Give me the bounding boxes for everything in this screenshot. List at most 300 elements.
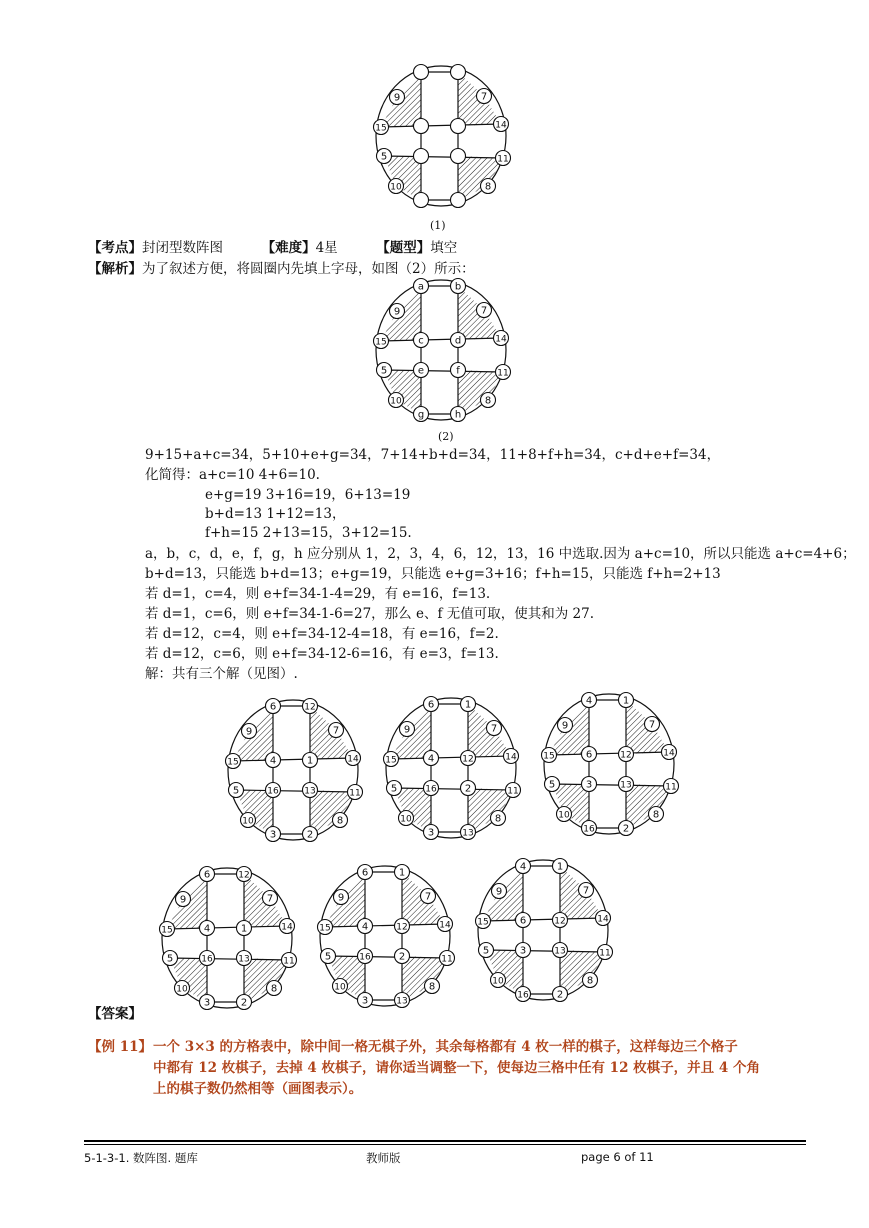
outer-number-circle (346, 751, 361, 766)
svg-text:3: 3 (427, 827, 435, 839)
svg-text:11: 11 (441, 954, 453, 965)
svg-text:1: 1 (556, 861, 564, 873)
figure-2 (364, 274, 509, 428)
outer-number-circle (390, 304, 405, 319)
svg-text:9: 9 (245, 726, 253, 738)
svg-text:5: 5 (380, 365, 388, 377)
outer-number-circle (175, 981, 190, 996)
inner-number-circle (461, 751, 476, 766)
svg-text:h: h (454, 409, 462, 421)
outer-number-circle (487, 721, 502, 736)
inner-number-circle (266, 753, 281, 768)
inner-number-circle (266, 783, 281, 798)
inner-number-circle (414, 65, 429, 80)
svg-text:5: 5 (390, 783, 398, 795)
inner-number-circle (619, 777, 634, 792)
footer-left: 5-1-3-1. 数阵图. 题库 (84, 1151, 198, 1165)
inner-number-circle (451, 65, 466, 80)
svg-text:b: b (454, 281, 462, 293)
svg-text:1: 1 (398, 867, 406, 879)
footer-right: page 6 of 11 (581, 1150, 654, 1164)
svg-text:c: c (418, 335, 424, 347)
inner-number-circle (200, 867, 215, 882)
outer-number-circle (282, 953, 297, 968)
svg-text:8: 8 (484, 395, 492, 407)
svg-text:8: 8 (336, 815, 344, 827)
outer-number-circle (280, 919, 295, 934)
outer-number-circle (229, 783, 244, 798)
svg-text:5: 5 (166, 953, 174, 965)
example-line-2: 中都有 12 枚棋子，去掉 4 枚棋子，请你适当调整一下，使每边三格中任有 12 枚棋子，并且 4 个角 (153, 1060, 760, 1076)
inner-number-circle (414, 407, 429, 422)
svg-text:3: 3 (585, 779, 593, 791)
svg-text:11: 11 (497, 368, 509, 379)
outer-number-circle (545, 777, 560, 792)
example-line-1: 一个 3×3 的方格表中，除中间一格无棋子外，其余每格都有 4 枚一样的棋子，这样每边三个格子 (153, 1039, 738, 1055)
inner-number-circle (424, 751, 439, 766)
outer-number-circle (384, 752, 399, 767)
inner-number-circle (237, 867, 252, 882)
svg-text:4: 4 (519, 861, 527, 873)
svg-text:a: a (417, 281, 425, 293)
hatched-region (458, 156, 503, 200)
svg-text:9: 9 (561, 720, 569, 732)
nandu-value: 4星 (315, 240, 338, 256)
outer-number-circle (333, 979, 348, 994)
outer-number-circle (263, 891, 278, 906)
svg-text:f: f (456, 365, 460, 377)
inner-number-circle (619, 693, 634, 708)
svg-text:8: 8 (270, 983, 278, 995)
solution-figure-1 (216, 694, 361, 848)
inner-number-circle (451, 193, 466, 208)
svg-text:2: 2 (464, 783, 472, 795)
outer-number-circle (374, 120, 389, 135)
inner-number-circle (424, 781, 439, 796)
oval-diagram-svg (364, 60, 509, 210)
svg-text:7: 7 (332, 725, 340, 737)
svg-text:2: 2 (556, 989, 564, 1001)
outer-number-circle (389, 179, 404, 194)
analysis-line-6: a，b，c，d，e，f，g，h 应分别从 1，2，3，4，6，12，13，16 中选取.因为 a+c=10，所以只能选 a+c=4+6； (145, 546, 856, 562)
svg-text:7: 7 (480, 91, 488, 103)
outer-number-circle (506, 783, 521, 798)
outer-number-circle (348, 785, 363, 800)
svg-text:8: 8 (428, 981, 436, 993)
inner-number-circle (266, 827, 281, 842)
outer-number-circle (583, 973, 598, 988)
outer-number-circle (421, 889, 436, 904)
outer-number-circle (163, 951, 178, 966)
svg-text:16: 16 (425, 784, 437, 795)
inner-number-circle (358, 949, 373, 964)
outer-number-circle (176, 892, 191, 907)
inner-number-circle (266, 699, 281, 714)
inner-number-circle (358, 993, 373, 1008)
outer-number-circle (664, 779, 679, 794)
outer-number-circle (377, 149, 392, 164)
inner-number-circle (395, 949, 410, 964)
inner-number-circle (414, 333, 429, 348)
inner-number-circle (582, 777, 597, 792)
svg-text:15: 15 (477, 917, 489, 928)
svg-text:5: 5 (324, 951, 332, 963)
svg-text:10: 10 (242, 816, 254, 827)
analysis-line-8: 若 d=1，c=4，则 e+f=34-1-4=29，有 e=16，f=13. (145, 586, 491, 602)
solution-figure-3 (532, 688, 677, 842)
inner-number-circle (200, 951, 215, 966)
svg-text:10: 10 (176, 984, 188, 995)
outer-number-circle (491, 811, 506, 826)
svg-text:6: 6 (269, 701, 277, 713)
footer-rule-thin (84, 1144, 806, 1145)
svg-text:8: 8 (484, 181, 492, 193)
inner-number-circle (553, 943, 568, 958)
outer-number-circle (481, 393, 496, 408)
outer-number-circle (492, 884, 507, 899)
outer-number-circle (242, 724, 257, 739)
outer-number-circle (494, 331, 509, 346)
inner-number-circle (414, 193, 429, 208)
outer-number-circle (557, 807, 572, 822)
analysis-line-12: 解：共有三个解（见图）. (145, 666, 298, 682)
outer-number-circle (481, 179, 496, 194)
svg-text:7: 7 (648, 719, 656, 731)
svg-text:15: 15 (227, 757, 239, 768)
inner-number-circle (303, 827, 318, 842)
analysis-line-9: 若 d=1，c=6，则 e+f=34-1-6=27，那么 e、f 无值可取，使其和为 27. (145, 606, 594, 622)
svg-text:13: 13 (304, 786, 316, 797)
outer-number-circle (374, 334, 389, 349)
inner-number-circle (414, 279, 429, 294)
svg-text:16: 16 (201, 954, 213, 965)
svg-text:4: 4 (585, 695, 593, 707)
inner-number-circle (553, 913, 568, 928)
analysis-line-3: e+g=19 3+16=19，6+13=19 (205, 487, 411, 503)
svg-text:6: 6 (203, 869, 211, 881)
svg-text:3: 3 (361, 995, 369, 1007)
analysis-line-11: 若 d=12，c=6，则 e+f=34-12-6=16，有 e=3，f=13. (145, 646, 499, 662)
svg-text:15: 15 (319, 923, 331, 934)
hatched-region (244, 958, 289, 1002)
svg-text:10: 10 (558, 810, 570, 821)
svg-text:12: 12 (620, 750, 632, 761)
inner-number-circle (303, 699, 318, 714)
analysis-intro: 为了叙述方便，将圆圈内先填上字母，如图（2）所示： (142, 261, 475, 277)
inner-number-circle (451, 279, 466, 294)
analysis-line-4: b+d=13 1+12=13， (205, 506, 346, 522)
outer-number-circle (241, 813, 256, 828)
inner-number-circle (395, 993, 410, 1008)
svg-text:12: 12 (238, 870, 250, 881)
outer-number-circle (477, 89, 492, 104)
tixing-label: 【题型】 (376, 240, 431, 256)
svg-text:1: 1 (622, 695, 630, 707)
svg-text:16: 16 (517, 990, 529, 1001)
outer-number-circle (329, 723, 344, 738)
nandu-label: 【难度】 (261, 240, 316, 256)
example-line-3: 上的棋子数仍然相等（画图表示）。 (153, 1081, 363, 1097)
svg-text:e: e (417, 365, 425, 377)
svg-text:9: 9 (393, 92, 401, 104)
footer-center: 教师版 (366, 1151, 401, 1165)
solution-figure-6 (466, 854, 611, 1008)
inner-number-circle (582, 821, 597, 836)
svg-text:2: 2 (398, 951, 406, 963)
svg-text:6: 6 (585, 749, 593, 761)
svg-text:14: 14 (597, 914, 609, 925)
svg-text:1: 1 (240, 923, 248, 935)
solution-figure-2 (374, 692, 519, 846)
outer-number-circle (333, 813, 348, 828)
svg-text:13: 13 (396, 996, 408, 1007)
svg-text:2: 2 (622, 823, 630, 835)
inner-number-circle (619, 747, 634, 762)
svg-text:3: 3 (203, 997, 211, 1009)
svg-text:12: 12 (462, 754, 474, 765)
svg-text:10: 10 (390, 396, 402, 407)
svg-text:8: 8 (494, 813, 502, 825)
inner-number-circle (451, 407, 466, 422)
outer-number-circle (389, 393, 404, 408)
svg-text:8: 8 (652, 809, 660, 821)
svg-text:12: 12 (304, 702, 316, 713)
inner-number-circle (424, 697, 439, 712)
svg-text:2: 2 (240, 997, 248, 1009)
outer-number-circle (334, 890, 349, 905)
outer-number-circle (477, 303, 492, 318)
hatched-region (458, 370, 503, 414)
oval-diagram-svg (532, 688, 677, 838)
outer-number-circle (558, 718, 573, 733)
svg-text:5: 5 (548, 779, 556, 791)
svg-text:16: 16 (359, 952, 371, 963)
outer-number-circle (542, 748, 557, 763)
svg-text:10: 10 (334, 982, 346, 993)
analysis-line-5: f+h=15 2+13=15，3+12=15. (205, 525, 412, 541)
svg-text:14: 14 (281, 922, 293, 933)
svg-text:11: 11 (507, 786, 519, 797)
svg-text:3: 3 (269, 829, 277, 841)
svg-text:5: 5 (380, 151, 388, 163)
inner-number-circle (414, 149, 429, 164)
svg-text:10: 10 (390, 182, 402, 193)
outer-number-circle (476, 914, 491, 929)
figure-1 (364, 60, 509, 214)
hatched-region (626, 784, 671, 828)
svg-text:13: 13 (238, 954, 250, 965)
analysis-line-2: 化简得：a+c=10 4+6=10. (145, 467, 320, 483)
svg-text:15: 15 (375, 337, 387, 348)
outer-number-circle (267, 981, 282, 996)
outer-number-circle (377, 363, 392, 378)
inner-number-circle (358, 865, 373, 880)
kaodian-value: 封闭型数阵图 (142, 240, 223, 256)
svg-text:14: 14 (495, 334, 507, 345)
outer-number-circle (662, 745, 677, 760)
oval-diagram-svg (150, 862, 295, 1012)
svg-text:16: 16 (583, 824, 595, 835)
outer-number-circle (649, 807, 664, 822)
outer-number-circle (321, 949, 336, 964)
inner-number-circle (553, 859, 568, 874)
kaodian-label: 【考点】 (88, 240, 142, 256)
outer-number-circle (596, 911, 611, 926)
svg-text:15: 15 (375, 123, 387, 134)
oval-diagram-svg (364, 274, 509, 424)
inner-number-circle (461, 697, 476, 712)
svg-text:1: 1 (464, 699, 472, 711)
inner-number-circle (619, 821, 634, 836)
inner-number-circle (395, 865, 410, 880)
outer-number-circle (387, 781, 402, 796)
hatched-region (560, 950, 605, 994)
outer-number-circle (598, 945, 613, 960)
svg-text:8: 8 (586, 975, 594, 987)
outer-number-circle (160, 922, 175, 937)
svg-text:9: 9 (393, 306, 401, 318)
svg-text:11: 11 (599, 948, 611, 959)
analysis-label: 【解析】 (88, 261, 142, 277)
inner-number-circle (395, 919, 410, 934)
svg-text:15: 15 (161, 925, 173, 936)
svg-text:13: 13 (620, 780, 632, 791)
inner-number-circle (414, 363, 429, 378)
outer-number-circle (400, 722, 415, 737)
inner-number-circle (424, 825, 439, 840)
svg-text:7: 7 (266, 893, 274, 905)
svg-text:14: 14 (495, 120, 507, 131)
inner-number-circle (516, 943, 531, 958)
outer-number-circle (399, 811, 414, 826)
svg-text:10: 10 (400, 814, 412, 825)
inner-number-circle (461, 781, 476, 796)
inner-number-circle (451, 149, 466, 164)
svg-text:12: 12 (396, 922, 408, 933)
svg-text:1: 1 (306, 755, 314, 767)
outer-number-circle (496, 365, 511, 380)
svg-text:11: 11 (665, 782, 677, 793)
inner-number-circle (451, 333, 466, 348)
inner-number-circle (516, 913, 531, 928)
outer-number-circle (479, 943, 494, 958)
inner-number-circle (200, 921, 215, 936)
footer-rule-thick (84, 1140, 806, 1142)
svg-text:14: 14 (439, 920, 451, 931)
svg-text:11: 11 (349, 788, 361, 799)
inner-number-circle (237, 995, 252, 1010)
outer-number-circle (645, 717, 660, 732)
inner-number-circle (451, 363, 466, 378)
svg-text:11: 11 (283, 956, 295, 967)
svg-text:5: 5 (482, 945, 490, 957)
example-label: 【例 11】 (88, 1039, 152, 1055)
solution-figure-5 (308, 860, 453, 1014)
inner-number-circle (237, 921, 252, 936)
inner-number-circle (582, 747, 597, 762)
svg-text:5: 5 (232, 785, 240, 797)
answer-label: 【答案】 (88, 1006, 142, 1022)
svg-text:4: 4 (269, 755, 277, 767)
svg-text:14: 14 (663, 748, 675, 759)
svg-text:2: 2 (306, 829, 314, 841)
outer-number-circle (226, 754, 241, 769)
inner-number-circle (451, 119, 466, 134)
tixing-value: 填空 (430, 240, 458, 256)
svg-text:9: 9 (337, 892, 345, 904)
outer-number-circle (491, 973, 506, 988)
svg-text:d: d (454, 335, 462, 347)
inner-number-circle (582, 693, 597, 708)
svg-text:6: 6 (519, 915, 527, 927)
analysis-line-7: b+d=13，只能选 b+d=13；e+g=19，只能选 e+g=3+16；f+h=15，只能选 f+h=2+13 (145, 566, 721, 582)
inner-number-circle (303, 783, 318, 798)
oval-diagram-svg (308, 860, 453, 1010)
svg-text:7: 7 (582, 885, 590, 897)
svg-text:11: 11 (497, 154, 509, 165)
analysis-line-10: 若 d=12，c=4，则 e+f=34-12-4=18，有 e=16，f=2. (145, 626, 499, 642)
figure-2-caption: (2) (438, 430, 454, 443)
inner-number-circle (414, 119, 429, 134)
hatched-region (468, 788, 513, 832)
inner-number-circle (358, 919, 373, 934)
oval-diagram-svg (466, 854, 611, 1004)
svg-text:14: 14 (505, 752, 517, 763)
solution-figure-4 (150, 862, 295, 1016)
svg-text:15: 15 (543, 751, 555, 762)
svg-text:9: 9 (179, 894, 187, 906)
outer-number-circle (504, 749, 519, 764)
svg-text:9: 9 (495, 886, 503, 898)
outer-number-circle (425, 979, 440, 994)
outer-number-circle (579, 883, 594, 898)
outer-number-circle (496, 151, 511, 166)
svg-text:7: 7 (480, 305, 488, 317)
svg-text:4: 4 (427, 753, 435, 765)
svg-text:16: 16 (267, 786, 279, 797)
footer (84, 1140, 806, 1165)
figure-1-caption: (1) (430, 219, 446, 232)
svg-text:14: 14 (347, 754, 359, 765)
outer-number-circle (318, 920, 333, 935)
oval-diagram-svg (374, 692, 519, 842)
svg-text:13: 13 (554, 946, 566, 957)
hatched-region (402, 956, 447, 1000)
svg-text:13: 13 (462, 828, 474, 839)
inner-number-circle (516, 987, 531, 1002)
oval-diagram-svg (216, 694, 361, 844)
hatched-region (310, 790, 355, 834)
inner-number-circle (516, 859, 531, 874)
svg-text:7: 7 (490, 723, 498, 735)
analysis-line-1: 9+15+a+c=34，5+10+e+g=34，7+14+b+d=34，11+8+f+h=34，c+d+e+f=34， (145, 447, 721, 463)
svg-text:3: 3 (519, 945, 527, 957)
inner-number-circle (303, 753, 318, 768)
svg-text:6: 6 (427, 699, 435, 711)
outer-number-circle (494, 117, 509, 132)
outer-number-circle (440, 951, 455, 966)
svg-text:9: 9 (403, 724, 411, 736)
svg-text:4: 4 (361, 921, 369, 933)
inner-number-circle (461, 825, 476, 840)
svg-text:4: 4 (203, 923, 211, 935)
svg-text:15: 15 (385, 755, 397, 766)
svg-text:7: 7 (424, 891, 432, 903)
svg-text:6: 6 (361, 867, 369, 879)
meta-line (88, 236, 457, 256)
svg-text:g: g (417, 409, 425, 421)
outer-number-circle (438, 917, 453, 932)
